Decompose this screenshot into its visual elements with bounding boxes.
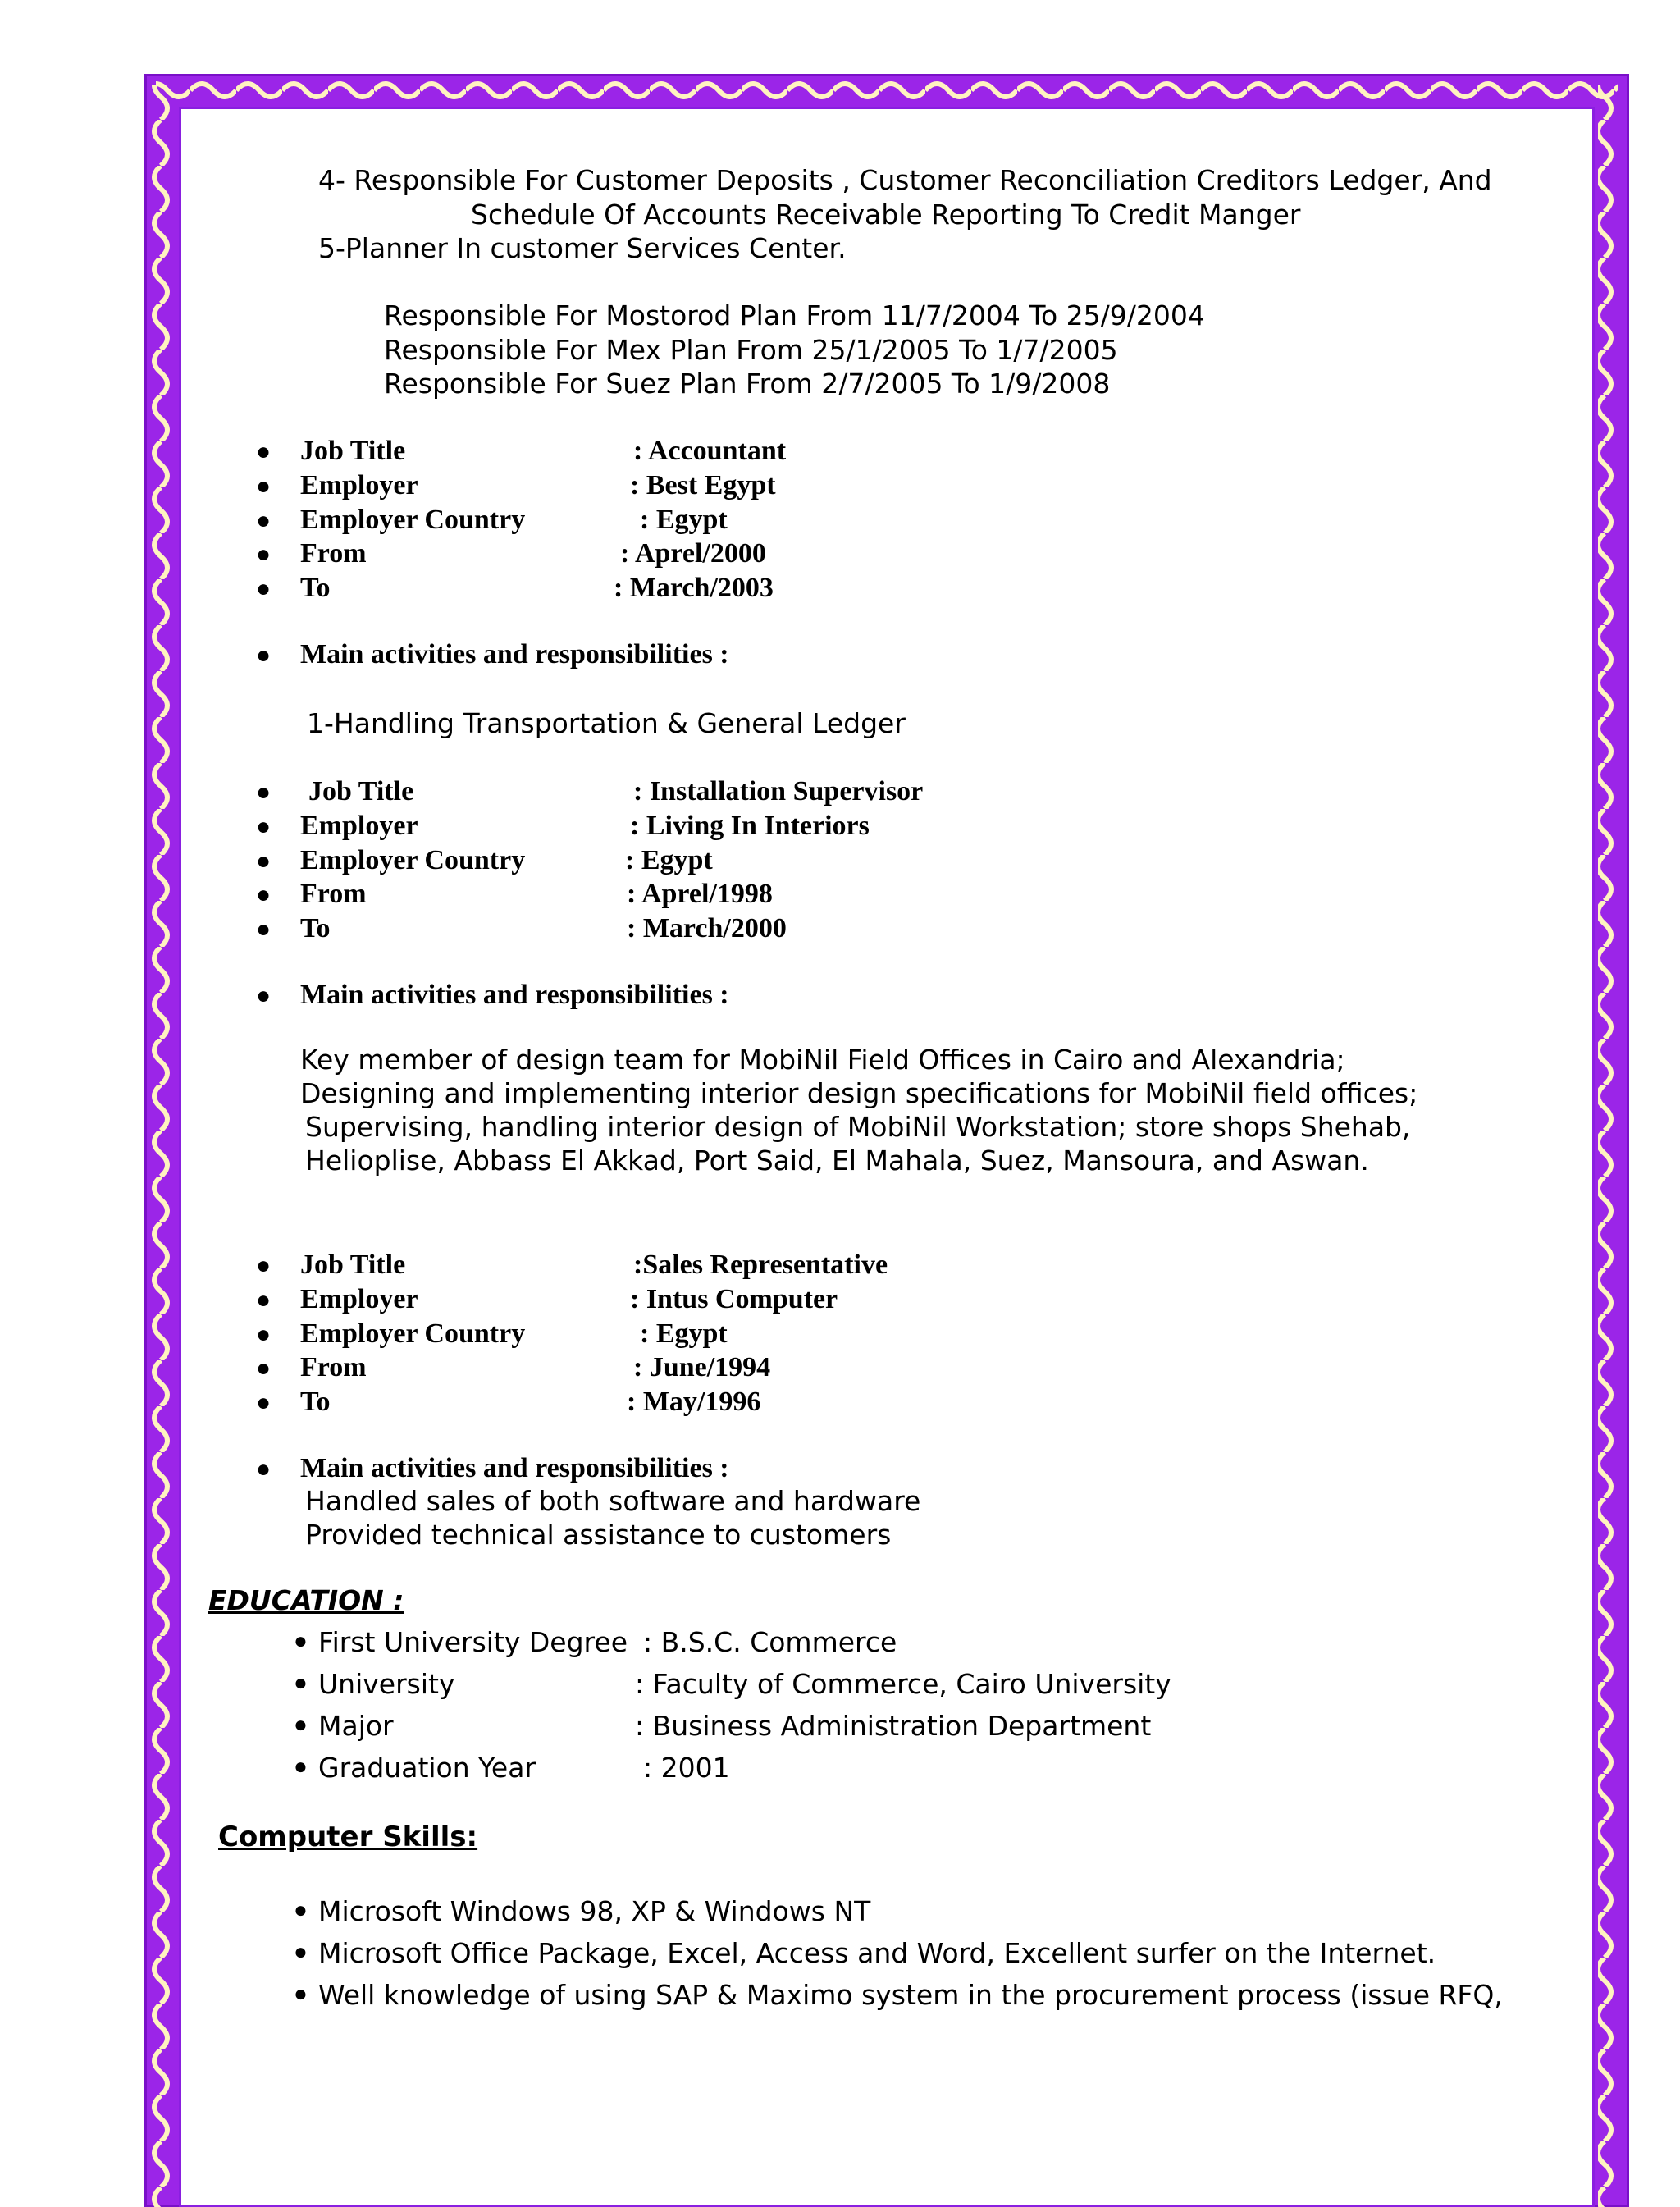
intro-line: 4- Responsible For Customer Deposits , Customer Reconciliation Creditors Ledger, And xyxy=(318,164,1492,196)
field-label: Employer xyxy=(300,811,418,841)
field-value: : Best Egypt xyxy=(630,470,776,500)
bullet-icon: ● xyxy=(256,1455,272,1483)
activity-line: Key member of design team for MobiNil Field Offices in Cairo and Alexandria; xyxy=(300,1044,1345,1076)
field-value: :Sales Representative xyxy=(633,1250,888,1280)
field-value: : Egypt xyxy=(640,505,728,535)
field-value: : March/2003 xyxy=(614,573,774,603)
bullet-icon: ● xyxy=(294,1898,308,1923)
education-value: : 2001 xyxy=(643,1752,730,1784)
bullet-icon: ● xyxy=(256,1286,272,1314)
skill-item: Microsoft Office Package, Excel, Access and Word, Excellent surfer on the Internet. xyxy=(318,1937,1436,1969)
bullet-icon: ● xyxy=(256,642,272,669)
field-value: : Aprel/1998 xyxy=(627,879,773,909)
education-label: Major xyxy=(318,1710,394,1742)
bullet-icon: ● xyxy=(256,541,272,568)
field-value: : Aprel/2000 xyxy=(620,538,766,569)
education-label: Graduation Year xyxy=(318,1752,536,1784)
bullet-icon: ● xyxy=(256,1321,272,1348)
education-label: First University Degree xyxy=(318,1626,628,1658)
activity-line: Handled sales of both software and hardware xyxy=(305,1485,921,1517)
bullet-icon: ● xyxy=(256,916,272,943)
bullet-icon: ● xyxy=(256,813,272,840)
plan-line: Responsible For Suez Plan From 2/7/2005 To 1/9/2008 xyxy=(384,368,1111,400)
bullet-icon: ● xyxy=(256,848,272,875)
activity-line: Provided technical assistance to customers xyxy=(305,1519,892,1551)
activity-line: Helioplise, Abbass El Akkad, Port Said, El Mahala, Suez, Mansoura, and Aswan. xyxy=(305,1145,1369,1177)
field-label: Employer Country xyxy=(300,1318,526,1349)
computer-skills-heading: Computer Skills: xyxy=(218,1821,478,1853)
activities-heading: Main activities and responsibilities : xyxy=(300,1453,729,1483)
skill-item: Well knowledge of using SAP & Maximo system in the procurement process (issue RFQ, xyxy=(318,1979,1503,2011)
bullet-icon: ● xyxy=(294,1940,308,1965)
skill-item: Microsoft Windows 98, XP & Windows NT xyxy=(318,1895,871,1927)
bullet-icon: ● xyxy=(256,982,272,1009)
field-label: Job Title xyxy=(300,436,406,466)
field-value: : March/2000 xyxy=(627,913,787,944)
field-value: : June/1994 xyxy=(633,1352,771,1382)
field-label: Employer Country xyxy=(300,505,526,535)
bullet-icon: ● xyxy=(256,881,272,908)
field-value: : May/1996 xyxy=(627,1387,761,1417)
bullet-icon: ● xyxy=(294,1629,308,1654)
field-label: From xyxy=(300,538,367,569)
plan-line: Responsible For Mex Plan From 25/1/2005 To 1/7/2005 xyxy=(384,334,1118,366)
field-label: Employer xyxy=(300,470,418,500)
field-label: From xyxy=(300,879,367,909)
field-value: : Living In Interiors xyxy=(630,811,870,841)
bullet-icon: ● xyxy=(256,575,272,602)
bullet-icon: ● xyxy=(256,1389,272,1416)
education-heading: EDUCATION : xyxy=(208,1584,404,1616)
activity-line: Supervising, handling interior design of MobiNil Workstation; store shops Shehab, xyxy=(305,1111,1411,1143)
field-label: Job Title xyxy=(308,776,414,806)
bullet-icon: ● xyxy=(256,1252,272,1279)
field-value: : Egypt xyxy=(640,1318,728,1349)
bullet-icon: ● xyxy=(256,779,272,806)
field-label: To xyxy=(300,913,331,944)
activity-line: Designing and implementing interior design specifications for MobiNil field offices; xyxy=(300,1077,1418,1109)
field-label: Job Title xyxy=(300,1250,406,1280)
plan-line: Responsible For Mostorod Plan From 11/7/2004 To 25/9/2004 xyxy=(384,299,1205,331)
intro-line: Schedule Of Accounts Receivable Reporting To Credit Manger xyxy=(471,199,1301,231)
activities-heading: Main activities and responsibilities : xyxy=(300,980,729,1010)
bullet-icon: ● xyxy=(294,1754,308,1780)
intro-line: 5-Planner In customer Services Center. xyxy=(318,232,847,264)
bullet-icon: ● xyxy=(294,1670,308,1696)
education-label: University xyxy=(318,1668,455,1700)
activities-heading: Main activities and responsibilities : xyxy=(300,639,729,669)
bullet-icon: ● xyxy=(294,1712,308,1738)
bullet-icon: ● xyxy=(256,1355,272,1382)
field-label: Employer xyxy=(300,1284,418,1314)
field-label: Employer Country xyxy=(300,845,526,875)
bullet-icon: ● xyxy=(294,1981,308,2007)
field-label: From xyxy=(300,1352,367,1382)
bullet-icon: ● xyxy=(256,473,272,500)
activity-line: 1-Handling Transportation & General Ledger xyxy=(307,707,906,739)
field-label: To xyxy=(300,573,331,603)
education-value: : B.S.C. Commerce xyxy=(643,1626,897,1658)
field-value: : Egypt xyxy=(625,845,713,875)
field-label: To xyxy=(300,1387,331,1417)
field-value: : Intus Computer xyxy=(630,1284,838,1314)
bullet-icon: ● xyxy=(256,438,272,465)
bullet-icon: ● xyxy=(256,507,272,534)
education-value: : Business Administration Department xyxy=(635,1710,1152,1742)
education-value: : Faculty of Commerce, Cairo University xyxy=(635,1668,1171,1700)
field-value: : Installation Supervisor xyxy=(633,776,924,806)
field-value: : Accountant xyxy=(633,436,787,466)
